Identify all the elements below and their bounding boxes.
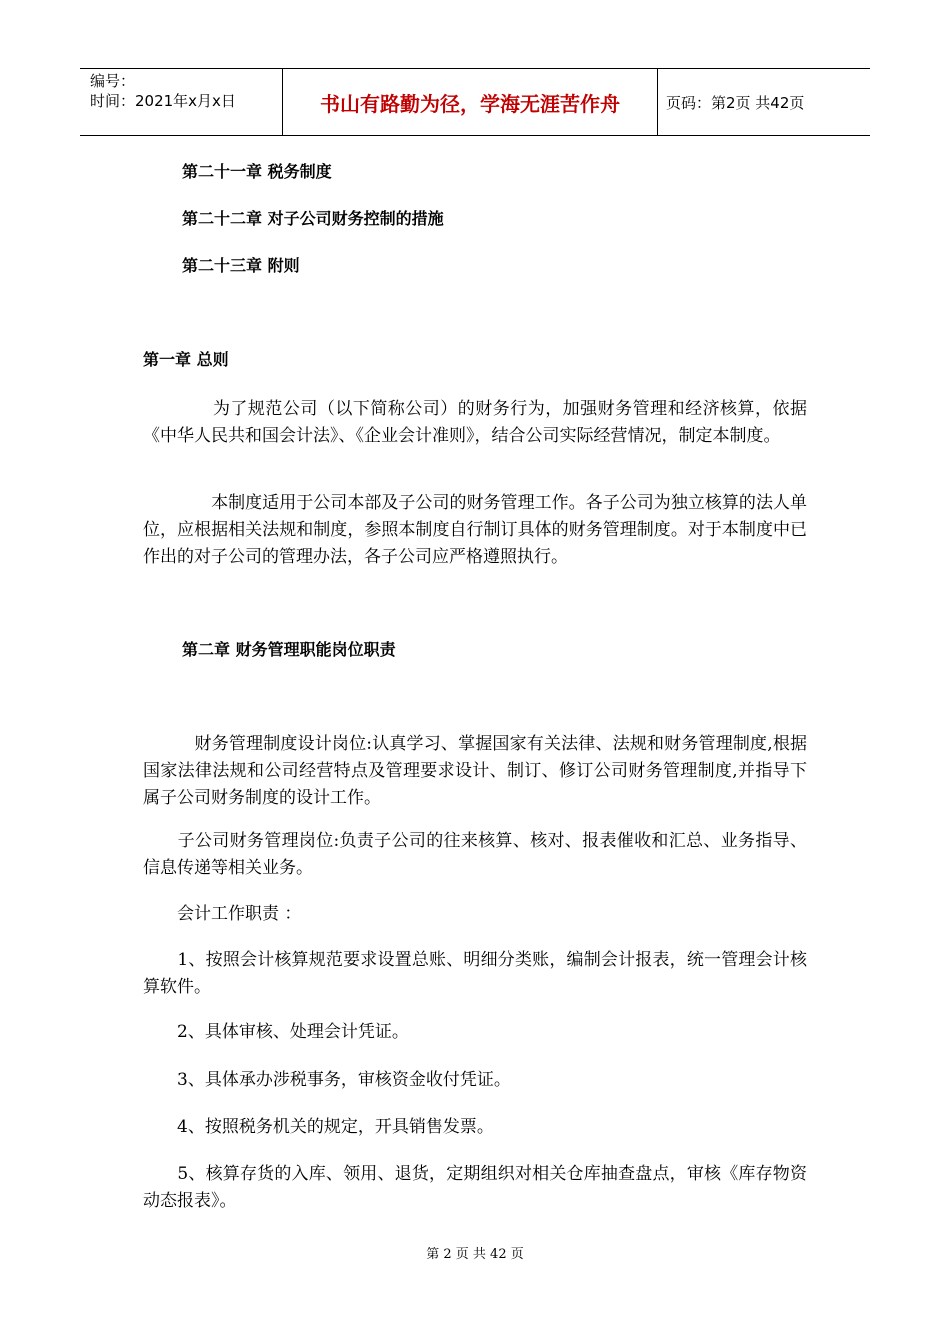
duty-item-3: 3、具体承办涉税事务，审核资金收付凭证。 <box>143 1070 511 1090</box>
page-header <box>80 68 870 136</box>
toc-item-23: 第二十三章 附则 <box>182 256 300 275</box>
chapter1-paragraph-2: 本制度适用于公司本部及子公司的财务管理工作。各子公司为独立核算的法人单位，应根据相关法规和制度，参照本制度自行制订具体的财务管理制度。对于本制度中已作出的对子公司的管理办法，各子公司应严格遵照执行。 <box>143 493 807 567</box>
chapter1-title: 第一章 总则 <box>143 350 229 369</box>
page-footer: 第 2 页 共 42 页 <box>426 1247 524 1262</box>
duty-item-5: 5、核算存货的入库、领用、退货，定期组织对相关仓库抽查盘点，审核《库存物资动态报表》。 <box>143 1164 807 1211</box>
motto: 书山有路勤为径，学海无涯苦作舟 <box>282 69 658 135</box>
chapter2-paragraph-2: 子公司财务管理岗位:负责子公司的往来核算、核对、报表催收和汇总、业务指导、信息传递等相关业务。 <box>143 831 807 878</box>
duty-item-2: 2、具体审核、处理会计凭证。 <box>143 1022 409 1042</box>
chapter1-paragraph-1: 为了规范公司（以下简称公司）的财务行为，加强财务管理和经济核算，依据《中华人民共和国会计法》、《企业会计准则》，结合公司实际经营情况，制定本制度。 <box>143 399 807 446</box>
chapter2-paragraph-3: 会计工作职责 ： <box>143 904 302 924</box>
chapter2-paragraph-1: 财务管理制度设计岗位:认真学习、掌握国家有关法律、法规和财务管理制度,根据国家法律法规和公司经营特点及管理要求设计、制订、修订公司财务管理制度,并指导下属子公司财务制度的设计工作。 <box>143 734 807 808</box>
page-info: 页码：第2页 共42页 <box>666 93 805 112</box>
toc-item-21: 第二十一章 税务制度 <box>182 162 332 181</box>
header-left-cell <box>80 69 282 135</box>
number-label: 编号： <box>90 72 136 90</box>
duty-item-4: 4、按照税务机关的规定，开具销售发票。 <box>143 1117 494 1137</box>
toc-item-22: 第二十二章 对子公司财务控制的措施 <box>182 209 444 228</box>
time-label: 时间：2021年x月x日 <box>90 92 236 110</box>
duty-item-1: 1、按照会计核算规范要求设置总账、明细分类账，编制会计报表，统一管理会计核算软件。 <box>143 950 807 997</box>
chapter2-title: 第二章 财务管理职能岗位职责 <box>182 640 396 659</box>
